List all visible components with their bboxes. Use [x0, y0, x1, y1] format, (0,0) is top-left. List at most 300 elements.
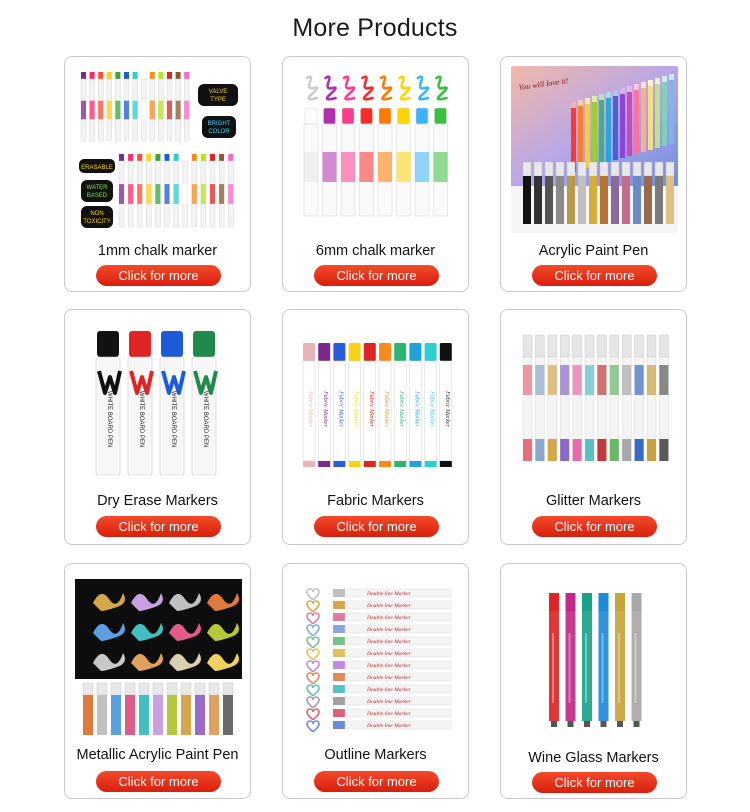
color-scribble	[381, 77, 391, 100]
badge-bright-text: BRIGHT	[207, 121, 231, 127]
marker-cap	[435, 108, 447, 124]
marker-cap	[560, 335, 569, 357]
marker-cap	[141, 72, 146, 79]
marker-end	[409, 461, 421, 467]
marker-body	[578, 100, 583, 170]
marker-body	[167, 695, 177, 735]
marker-band	[137, 184, 142, 204]
click-for-more-button[interactable]: Click for more	[314, 516, 439, 537]
marker-cap	[333, 709, 345, 717]
marker-cap	[333, 661, 345, 669]
marker-cap	[303, 343, 315, 361]
badge-valve-text: VALVE	[208, 89, 228, 95]
click-for-more-button[interactable]: Click for more	[96, 516, 221, 537]
marker-cap	[409, 343, 421, 361]
click-for-more-button[interactable]: Click for more	[96, 265, 221, 286]
marker-cap	[333, 637, 345, 645]
marker-cap	[425, 343, 437, 361]
brand-text: Fabric Marker	[413, 391, 420, 427]
brand-text: Fabric Marker	[443, 391, 450, 427]
marker-tip	[578, 100, 583, 106]
marker-end	[379, 461, 391, 467]
color-scribble	[437, 77, 447, 100]
marker-cap	[125, 683, 135, 695]
brand-text: Fabric Marker	[352, 391, 359, 427]
marker-cap	[223, 683, 233, 695]
marker-band	[107, 101, 112, 120]
marker-cap	[193, 331, 215, 357]
marker-end	[617, 721, 623, 727]
marker-cap	[333, 343, 345, 361]
marker-body	[599, 94, 604, 164]
marker-tip	[662, 76, 667, 82]
marker-label	[618, 633, 620, 703]
click-for-more-button[interactable]: Click for more	[532, 772, 657, 793]
color-scribble	[326, 77, 336, 100]
marker-cap	[97, 331, 119, 357]
whiteboard-pen-image	[75, 319, 242, 486]
marker-body	[223, 695, 233, 735]
marker-cap	[582, 593, 592, 611]
marker-cap	[210, 154, 215, 161]
marker-cap	[183, 154, 188, 161]
marker-end	[425, 461, 437, 467]
marker-end	[585, 439, 594, 461]
glitter-band	[597, 365, 606, 395]
product-card-dry-erase[interactable]	[64, 309, 251, 545]
marker-cap	[361, 108, 373, 124]
marker-cap	[107, 72, 112, 79]
brand-text: Double line Marker	[367, 627, 411, 633]
marker-body	[669, 74, 674, 144]
marker-cap	[333, 697, 345, 705]
heart-swatch	[307, 613, 319, 624]
marker-body	[209, 695, 219, 735]
glitter-band	[622, 365, 631, 395]
marker-band	[115, 101, 120, 120]
product-card-acrylic[interactable]	[500, 56, 687, 292]
marker-cap	[333, 649, 345, 657]
marker-body	[589, 176, 597, 224]
marker-body	[195, 695, 205, 735]
marker-cap	[585, 335, 594, 357]
heart-swatch	[307, 661, 319, 672]
marker-label	[635, 633, 637, 703]
marker-body	[613, 90, 618, 160]
marker-cap	[324, 108, 336, 124]
marker-band	[133, 101, 138, 120]
badge-color-text: COLOR	[208, 129, 230, 135]
marker-label	[585, 633, 587, 703]
marker-end	[622, 439, 631, 461]
marker-cap	[523, 162, 531, 176]
glitter-band	[523, 365, 532, 395]
heart-swatch	[307, 685, 319, 696]
click-for-more-button[interactable]: Click for more	[314, 771, 439, 792]
marker-end	[523, 439, 532, 461]
marker-cap	[333, 613, 345, 621]
marker-tip	[634, 84, 639, 90]
marker-cap	[333, 721, 345, 729]
heart-swatch	[307, 649, 319, 660]
brand-text: Fabric Marker	[337, 391, 344, 427]
marker-band	[150, 101, 155, 120]
marker-cap	[597, 335, 606, 357]
glitter-band	[560, 365, 569, 395]
glitter-band	[573, 365, 582, 395]
marker-cap	[167, 683, 177, 695]
marker-label	[602, 633, 604, 703]
marker-band	[415, 152, 429, 182]
marker-cap	[174, 154, 179, 161]
marker-tip	[606, 92, 611, 98]
brand-text: Double line Marker	[367, 675, 411, 681]
marker-band	[176, 101, 181, 120]
product-name: 6mm chalk marker	[315, 243, 436, 259]
color-scribble	[307, 77, 317, 100]
product-image[interactable]	[511, 573, 678, 740]
marker-cap	[90, 72, 95, 79]
marker-label	[552, 633, 554, 703]
acrylic-pen-image	[511, 66, 678, 233]
marker-cap	[398, 108, 410, 124]
marker-cap	[133, 72, 138, 79]
glitter-band	[635, 365, 644, 395]
marker-cap	[146, 154, 151, 161]
marker-body	[556, 176, 564, 224]
marker-band	[323, 152, 337, 182]
marker-cap	[333, 625, 345, 633]
marker-cap	[192, 154, 197, 161]
marker-cap	[318, 343, 330, 361]
marker-cap	[305, 108, 317, 124]
product-card-fabric[interactable]	[282, 309, 469, 545]
marker-tip	[599, 94, 604, 100]
marker-cap	[566, 593, 576, 611]
metallic-pen-image	[75, 573, 242, 740]
fabric-marker-image	[293, 319, 460, 486]
product-card-6mm-chalk[interactable]	[282, 56, 469, 292]
marker-cap	[589, 162, 597, 176]
marker-body	[600, 176, 608, 224]
brand-text: Fabric Marker	[398, 391, 405, 427]
marker-body	[592, 96, 597, 166]
color-scribble	[418, 77, 428, 100]
marker-cap	[155, 154, 160, 161]
marker-cap	[333, 673, 345, 681]
product-image[interactable]	[293, 66, 460, 233]
brand-text: Fabric Marker	[367, 391, 374, 427]
marker-tip	[571, 102, 576, 108]
marker-cap	[655, 162, 663, 176]
marker-cap	[615, 593, 625, 611]
marker-cap	[139, 683, 149, 695]
marker-band	[98, 101, 103, 120]
glitter-band	[659, 365, 668, 395]
marker-cap	[150, 72, 155, 79]
marker-end	[647, 439, 656, 461]
brand-text: Double line Marker	[367, 615, 411, 621]
marker-cap	[364, 343, 376, 361]
marker-cap	[535, 335, 544, 357]
marker-body	[153, 695, 163, 735]
marker-tip	[627, 86, 632, 92]
marker-cap	[333, 685, 345, 693]
marker-band	[360, 152, 374, 182]
marker-cap	[379, 108, 391, 124]
marker-cap	[219, 154, 224, 161]
marker-body	[181, 695, 191, 735]
brand-text: Double line Marker	[367, 723, 411, 729]
brand-text: WHITE BOARD PEN	[106, 390, 112, 448]
badge-based-text: BASED	[86, 193, 108, 199]
marker-body	[622, 176, 630, 224]
marker-body	[633, 176, 641, 224]
badge-water-text: WATER	[86, 185, 108, 191]
marker-cap	[349, 343, 361, 361]
marker-cap	[644, 162, 652, 176]
marker-cap	[659, 335, 668, 357]
marker-end	[610, 439, 619, 461]
product-name: 1mm chalk marker	[97, 243, 218, 259]
glitter-marker-image	[511, 319, 678, 486]
marker-body	[534, 176, 542, 224]
marker-end	[318, 461, 330, 467]
marker-band	[192, 184, 197, 204]
brand-text: WHITE BOARD PEN	[202, 390, 208, 448]
marker-body	[655, 78, 660, 148]
marker-end	[635, 439, 644, 461]
marker-body	[97, 695, 107, 735]
brand-text: Double line Marker	[367, 651, 411, 657]
click-for-more-button[interactable]: Click for more	[314, 265, 439, 286]
marker-cap	[573, 335, 582, 357]
wine-glass-marker-image	[511, 573, 678, 740]
product-card-outline[interactable]	[282, 563, 469, 799]
click-for-more-button[interactable]: Click for more	[96, 771, 221, 792]
marker-cap	[416, 108, 428, 124]
glitter-band	[535, 365, 544, 395]
marker-band	[434, 152, 448, 182]
marker-cap	[111, 683, 121, 695]
color-scribble	[363, 77, 373, 100]
product-name: Outline Markers	[324, 747, 427, 763]
click-for-more-button[interactable]: Click for more	[532, 516, 657, 537]
marker-cap	[115, 72, 120, 79]
brand-text: Fabric Marker	[428, 391, 435, 427]
marker-tip	[655, 78, 660, 84]
marker-cap	[556, 162, 564, 176]
marker-cap	[440, 343, 452, 361]
marker-end	[551, 721, 557, 727]
marker-band	[90, 101, 95, 120]
brand-text: Fabric Marker	[322, 391, 329, 427]
marker-cap	[342, 108, 354, 124]
heart-swatch	[307, 601, 319, 612]
outline-marker-image	[293, 573, 460, 740]
marker-band	[165, 184, 170, 204]
marker-band	[167, 101, 172, 120]
marker-body	[111, 695, 121, 735]
marker-cap	[599, 593, 609, 611]
marker-cap	[201, 154, 206, 161]
marker-end	[333, 461, 345, 467]
marker-body	[571, 102, 576, 172]
marker-body	[641, 82, 646, 152]
marker-body	[634, 84, 639, 154]
marker-band	[158, 101, 163, 120]
marker-band	[228, 184, 233, 204]
brand-text: Double line Marker	[367, 603, 411, 609]
marker-cap	[165, 154, 170, 161]
marker-cap	[523, 335, 532, 357]
marker-cap	[98, 72, 103, 79]
chalk-marker-set-image	[75, 66, 242, 233]
brand-text: Fabric Marker	[383, 391, 389, 427]
marker-cap	[128, 154, 133, 161]
marker-cap	[167, 72, 172, 79]
product-image[interactable]	[75, 66, 242, 233]
product-image[interactable]	[75, 573, 242, 740]
brand-text: Double line Marker	[367, 591, 411, 597]
marker-end	[573, 439, 582, 461]
marker-cap	[666, 162, 674, 176]
marker-cap	[647, 335, 656, 357]
marker-band	[183, 184, 188, 204]
product-card-metallic[interactable]	[64, 563, 251, 799]
marker-band	[81, 101, 86, 120]
marker-band	[124, 101, 129, 120]
product-card-wine-glass[interactable]	[500, 563, 687, 799]
marker-band	[119, 184, 124, 204]
marker-cap	[632, 593, 642, 611]
marker-body	[567, 176, 575, 224]
marker-tip	[585, 98, 590, 104]
marker-tip	[613, 90, 618, 96]
product-image[interactable]	[293, 573, 460, 740]
marker-body	[585, 98, 590, 168]
marker-cap	[158, 72, 163, 79]
marker-band	[397, 152, 411, 182]
heart-swatch	[307, 721, 319, 732]
marker-end	[568, 721, 574, 727]
product-image[interactable]	[293, 319, 460, 486]
marker-cap	[176, 72, 181, 79]
marker-band	[184, 101, 189, 120]
marker-end	[364, 461, 376, 467]
marker-cap	[209, 683, 219, 695]
brand-text: Double line Marker	[367, 663, 411, 669]
marker-cap	[622, 162, 630, 176]
marker-body	[606, 92, 611, 162]
marker-band	[378, 152, 392, 182]
marker-band	[155, 184, 160, 204]
marker-cap	[622, 335, 631, 357]
badge-erasable-text: ERASABLE	[81, 165, 113, 171]
product-name: Dry Erase Markers	[97, 493, 218, 509]
marker-end	[535, 439, 544, 461]
marker-cap	[181, 683, 191, 695]
brand-text: Double line Marker	[367, 639, 411, 645]
brand-text: WHITE BOARD PEN	[170, 390, 176, 448]
marker-cap	[129, 331, 151, 357]
click-for-more-button[interactable]: Click for more	[532, 265, 657, 286]
glitter-band	[610, 365, 619, 395]
marker-tip	[669, 74, 674, 80]
marker-body	[666, 176, 674, 224]
marker-band	[341, 152, 355, 182]
marker-band	[128, 184, 133, 204]
marker-body	[644, 176, 652, 224]
marker-cap	[394, 343, 406, 361]
product-image[interactable]	[75, 319, 242, 486]
marker-tip	[592, 96, 597, 102]
marker-cap	[549, 593, 559, 611]
marker-end	[597, 439, 606, 461]
brand-text: Double line Marker	[367, 699, 411, 705]
marker-end	[440, 461, 452, 467]
product-image[interactable]	[511, 66, 678, 233]
marker-cap	[333, 601, 345, 609]
glitter-band	[548, 365, 557, 395]
product-image[interactable]	[511, 319, 678, 486]
marker-end	[303, 461, 315, 467]
marker-body	[611, 176, 619, 224]
marker-tip	[641, 82, 646, 88]
product-name: Metallic Acrylic Paint Pen	[76, 747, 239, 763]
script-text: You will love it!	[518, 76, 569, 92]
product-name: Glitter Markers	[545, 493, 642, 509]
marker-cap	[153, 683, 163, 695]
marker-cap	[610, 335, 619, 357]
marker-body	[83, 695, 93, 735]
marker-band	[219, 184, 224, 204]
marker-band	[201, 184, 206, 204]
marker-cap	[119, 154, 124, 161]
marker-label	[569, 633, 571, 703]
marker-tip	[648, 80, 653, 86]
badge-type-text: TYPE	[210, 97, 226, 103]
brand-text: Fabric Marker	[307, 391, 313, 427]
marker-cap	[161, 331, 183, 357]
heart-swatch	[307, 673, 319, 684]
brand-text: Double line Marker	[367, 687, 411, 693]
heart-swatch	[307, 709, 319, 720]
marker-cap	[184, 72, 189, 79]
brand-text: Double line Marker	[367, 711, 411, 717]
marker-cap	[124, 72, 129, 79]
product-card-glitter[interactable]	[500, 309, 687, 545]
color-scribble	[400, 77, 410, 100]
marker-cap	[567, 162, 575, 176]
marker-end	[584, 721, 590, 727]
marker-end	[349, 461, 361, 467]
product-name: Wine Glass Markers	[528, 750, 659, 766]
marker-end	[548, 439, 557, 461]
marker-cap	[633, 162, 641, 176]
marker-band	[210, 184, 215, 204]
marker-band	[146, 184, 151, 204]
marker-end	[659, 439, 668, 461]
marker-band	[174, 184, 179, 204]
color-scribble	[344, 77, 354, 100]
marker-body	[139, 695, 149, 735]
marker-cap	[548, 335, 557, 357]
product-card-1mm-chalk[interactable]	[64, 56, 251, 292]
heart-swatch	[307, 637, 319, 648]
marker-band	[141, 101, 146, 120]
marker-body	[125, 695, 135, 735]
